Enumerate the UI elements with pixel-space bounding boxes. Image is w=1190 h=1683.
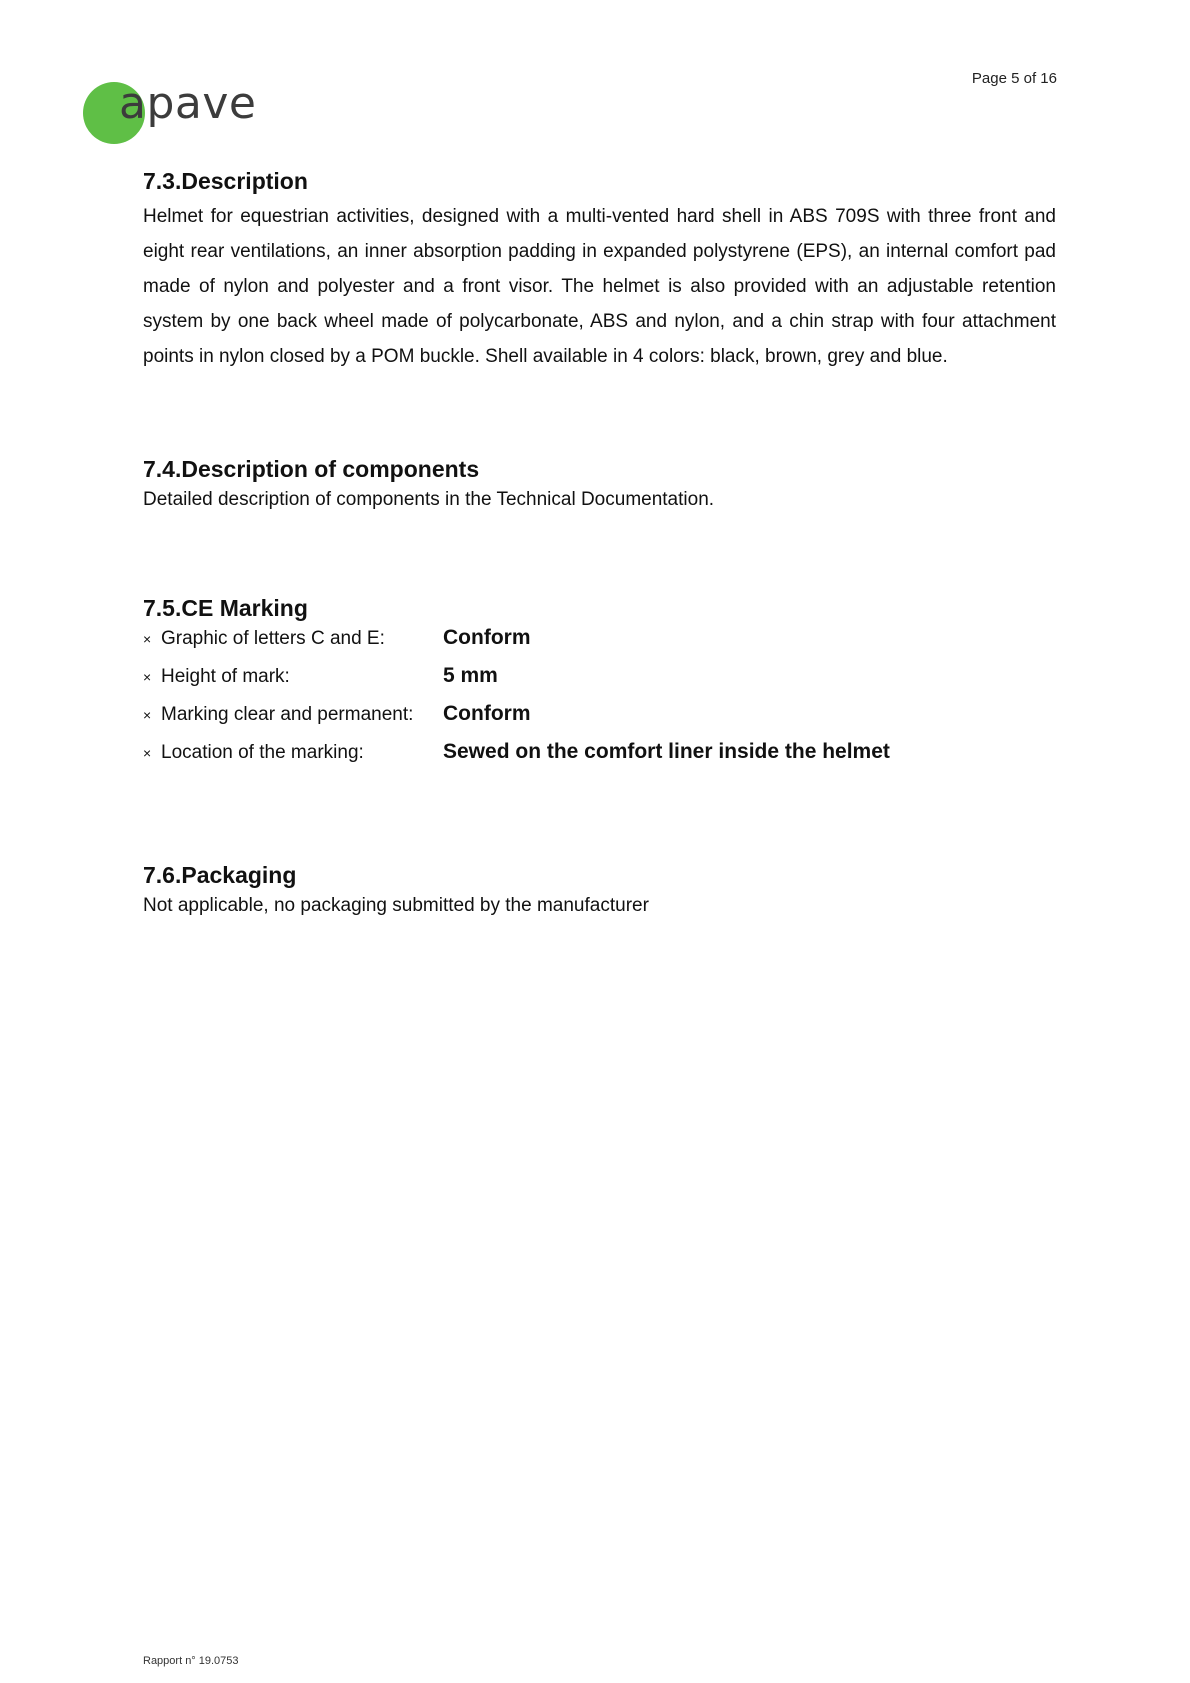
report-number: Rapport n° 19.0753 (143, 1655, 239, 1667)
ce-marking-value: Sewed on the comfort liner inside the helmet (443, 740, 890, 763)
packaging-paragraph: Not applicable, no packaging submitted by the manufacturer (143, 895, 649, 916)
section-packaging (143, 862, 1056, 919)
section-title-ce-marking: 7.5.CE Marking (143, 595, 308, 621)
section-title-packaging: 7.6.Packaging (143, 862, 297, 888)
ce-marking-label: Marking clear and permanent: (161, 704, 414, 725)
logo-wordmark: apave (119, 78, 257, 129)
description-paragraph: Helmet for equestrian activities, designed with a multi-vented hard shell in ABS 709S with three front and eight rear ventilations, an inner absorption padding in expanded polystyrene (EPS), an internal comfort pad made of nylon and polyester and a front visor. The helmet is also provided with an adjustable retention system by one back wheel made of polycarbonate, ABS and nylon, and a chin strap with four attachment points in nylon closed by a POM buckle. Shell available in 4 colors: black, brown, grey and blue. (143, 206, 1056, 367)
document-body (143, 168, 1056, 919)
section-title-description: 7.3.Description (143, 168, 308, 194)
ce-marking-label: Graphic of letters C and E: (161, 628, 385, 649)
components-paragraph: Detailed description of components in the Technical Documentation. (143, 489, 715, 510)
page-number: Page 5 of 16 (971, 70, 1057, 87)
ce-marking-label: Height of mark: (161, 666, 290, 687)
ce-marking-value: 5 mm (443, 664, 498, 687)
section-description (143, 168, 1056, 374)
cross-bullet-icon: × (143, 669, 152, 685)
ce-marking-list (143, 626, 1056, 778)
section-components (143, 456, 1056, 513)
cross-bullet-icon: × (143, 707, 152, 723)
section-ce-marking (143, 595, 1056, 778)
ce-marking-item (143, 626, 1056, 664)
ce-marking-label: Location of the marking: (161, 742, 364, 763)
cross-bullet-icon: × (143, 631, 152, 647)
ce-marking-value: Conform (443, 626, 531, 649)
apave-logo (83, 78, 273, 148)
ce-marking-value: Conform (443, 702, 531, 725)
ce-marking-item (143, 740, 1056, 778)
cross-bullet-icon: × (143, 745, 152, 761)
ce-marking-item (143, 702, 1056, 740)
section-title-components: 7.4.Description of components (143, 456, 480, 482)
ce-marking-item (143, 664, 1056, 702)
